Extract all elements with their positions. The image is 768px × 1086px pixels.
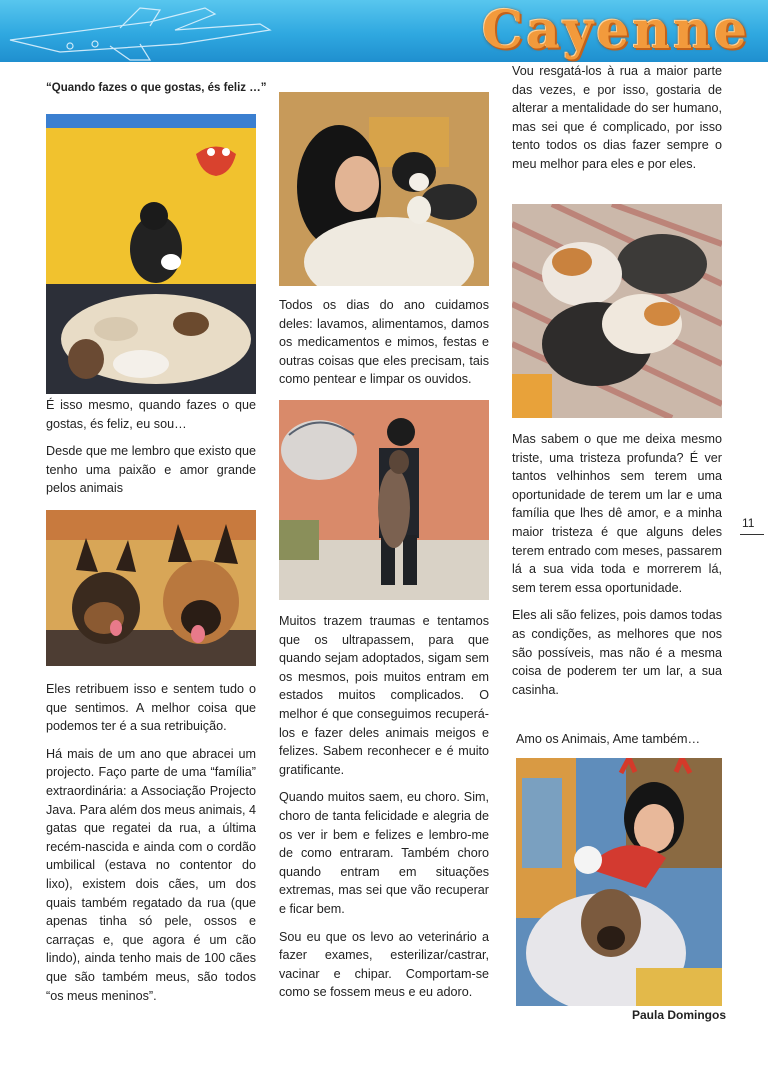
photo-woman-with-dog xyxy=(279,400,489,600)
opening-quote: “Quando fazes o que gostas, és feliz …” xyxy=(46,82,267,94)
col3-paragraph-1: Vou resgatá-los à rua a maior parte das vezes, e por isso, gostaria de alterar a mentalidade do ser humano, mas sei que é complicado, por isso tento todos os dias fazer sempre o meu melhor para eles e por eles. xyxy=(512,64,722,171)
woman-kissing-cat-icon xyxy=(279,92,489,286)
magazine-title: Cayenne xyxy=(481,0,750,61)
col2-paragraph-3: Quando muitos saem, eu choro. Sim, choro de tanta felicidade e alegria de os ver ir bem e felizes e lembro-me de como entraram. Também choro quando entram em situações extremas, mas sei que vão recuperar e ficar bem. xyxy=(279,790,489,916)
col1-paragraph-4: Há mais de um ano que abracei um projecto. Faço parte de uma “família” extraordinária: a Associação Projecto Java. Para além dos meus animais, 4 gatas que regatei da rua, a última recém-nascida e ainda com o cordão umbilical (estava no contentor do lixo), existem dois cães, um dos quais também regatado da rua (que apenas tinha só pele, ossos e carraças e, que agora é um cão lindo), ainda tenho mais de 100 cães que são também meus, são todos “os meus meninos”. xyxy=(46,746,256,1003)
col2-paragraph-4: Sou eu que os levo ao veterinário a fazer exames, esterilizar/castrar, vacinar e chipar. Comportam-se como se fossem meus e eu adoro. xyxy=(279,929,489,1000)
header-banner xyxy=(0,0,768,62)
column-1 xyxy=(46,396,256,507)
photo-woman-with-dogs xyxy=(46,114,256,394)
column-3-middle xyxy=(512,430,722,708)
column-2-lower xyxy=(279,612,489,1011)
column-3-upper xyxy=(512,62,722,183)
sleeping-cats-icon xyxy=(512,204,722,418)
author-signature: Paula Domingos xyxy=(632,1008,727,1022)
col3-paragraph-3: Eles ali são felizes, pois damos todas as condições, as melhores que nos são possíveis, mas não é a mesma coisa de poderem ter um lar, a sua casinha. xyxy=(512,608,722,697)
woman-with-dog-icon xyxy=(279,400,489,600)
column-2-upper xyxy=(279,296,489,398)
woman-with-dogs-icon xyxy=(46,114,256,394)
col3-paragraph-2: Mas sabem o que me deixa mesmo triste, uma tristeza profunda? É ver tantos velhinhos sem terem uma oportunidade de terem um lar e uma família que lhes dê amor, e a minha maior tristeza é que alguns deles terem entrado com meses, passarem lá a sua vida toda e morrerem lá, sem terem essa oportunidade. xyxy=(512,432,722,595)
col2-paragraph-1: Todos os dias do ano cuidamos deles: lavamos, alimentamos, damos os medicamentos e mimos, festas e outras coisas que eles precisam, tais como pentear e limpar os ouvidos. xyxy=(279,298,489,387)
column-1-lower xyxy=(46,680,256,1014)
col1-paragraph-1: É isso mesmo, quando fazes o que gostas, és feliz, eu sou… xyxy=(46,398,256,431)
col2-paragraph-2: Muitos trazem traumas e tentamos que os ultrapassem, para que quando sejam adoptados, sigam sem os mesmos, pois muitos entram em estados muitos complicados. O melhor é que conseguimos recuperá-los e fazer deles animais meigos e felizes. Sabem reconhecer e é muito gratificante. xyxy=(279,614,489,777)
col1-paragraph-3: Eles retribuem isso e sentem tudo o que sentimos. A melhor coisa que podemos ter é a sua retribuição. xyxy=(46,682,256,734)
page-number-rule xyxy=(740,534,764,535)
woman-with-dog-santa-hat-icon xyxy=(516,758,722,1006)
col1-paragraph-2: Desde que me lembro que existo que tenho uma paixão e amor grande pelos animais xyxy=(46,444,256,496)
page-number: 11 xyxy=(742,516,755,530)
tagline: Amo os Animais, Ame também… xyxy=(516,732,701,746)
photo-two-dogs xyxy=(46,510,256,666)
photo-woman-with-dog-santa-hat xyxy=(516,758,722,1006)
photo-sleeping-cats xyxy=(512,204,722,418)
two-dogs-icon xyxy=(46,510,256,666)
photo-woman-kissing-cat xyxy=(279,92,489,286)
